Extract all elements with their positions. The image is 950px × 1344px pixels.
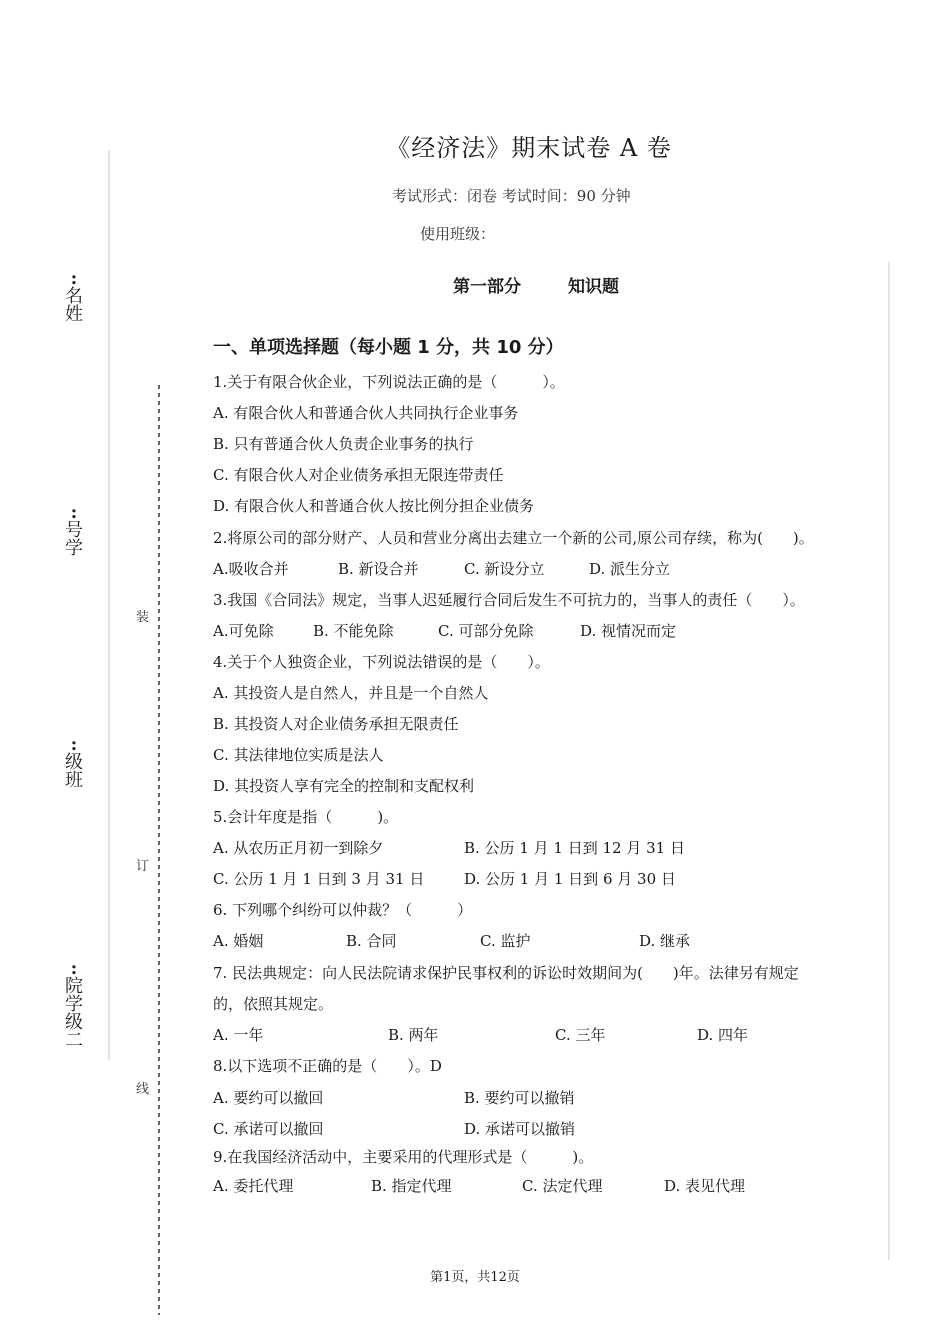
colon-mark: : — [70, 734, 78, 755]
question-5-stem: 5.会计年度是指（ )。 — [213, 808, 399, 826]
question-4-option-a: A. 其投资人是自然人，并且是一个自然人 — [213, 684, 489, 702]
question-6-option-a: A. 婚姻 — [213, 932, 264, 950]
question-8-option-a: A. 要约可以撤回 — [213, 1089, 324, 1107]
question-1-option-a: A. 有限合伙人和普通合伙人共同执行企业事务 — [213, 404, 519, 422]
question-8-option-d: D. 承诺可以撤销 — [464, 1120, 576, 1138]
question-2-option-b: B. 新设合并 — [338, 560, 419, 578]
side-field-student-id-text: 号学 — [62, 520, 83, 556]
side-field-class — [62, 734, 86, 788]
question-6-option-d: D. 继承 — [639, 932, 691, 950]
question-5-option-a: A. 从农历正月初一到除夕 — [213, 839, 384, 857]
question-1-option-b: B. 只有普通合伙人负责企业事务的执行 — [213, 435, 474, 453]
question-9-option-c: C. 法定代理 — [522, 1177, 603, 1195]
side-field-student-id — [62, 502, 86, 556]
side-field-college-text: 院学级二 — [62, 976, 83, 1048]
question-7-stem-continued: 的，依照其规定。 — [213, 995, 334, 1013]
question-3-stem: 3.我国《合同法》规定，当事人迟延履行合同后发生不可抗力的，当事人的责任（ ）。 — [213, 591, 805, 609]
question-3-option-c: C. 可部分免除 — [438, 622, 534, 640]
page-footer: 第1页，共12页 — [430, 1270, 520, 1285]
question-1-option-c: C. 有限合伙人对企业债务承担无限连带责任 — [213, 466, 504, 484]
question-2-option-c: C. 新设分立 — [464, 560, 545, 578]
question-4-option-b: B. 其投资人对企业债务承担无限责任 — [213, 715, 459, 733]
binding-char-ding: 订 — [136, 859, 150, 874]
question-2-option-a: A.吸收合并 — [213, 560, 289, 578]
question-1-stem: 1.关于有限合伙企业，下列说法正确的是（ ）。 — [213, 373, 565, 391]
side-field-college — [62, 958, 86, 1048]
right-margin-rule — [888, 262, 890, 1260]
question-7-stem: 7. 民法典规定：向人民法院请求保护民事权利的诉讼时效期间为( )年。法律另有规定 — [213, 964, 799, 982]
question-2-option-d: D. 派生分立 — [589, 560, 671, 578]
question-6-option-c: C. 监护 — [480, 932, 531, 950]
part-label: 第一部分 — [453, 277, 521, 297]
question-7-option-b: B. 两年 — [388, 1026, 439, 1044]
question-5-option-b: B. 公历 1 月 1 日到 12 月 31 日 — [464, 839, 685, 857]
binding-char-zhuang: 装 — [136, 610, 150, 625]
binding-char-xian: 线 — [136, 1082, 150, 1097]
question-4-option-c: C. 其法律地位实质是法人 — [213, 746, 384, 764]
question-8-stem: 8.以下选项不正确的是（ ）。D — [213, 1057, 442, 1075]
question-5-option-c: C. 公历 1 月 1 日到 3 月 31 日 — [213, 870, 425, 888]
question-9-option-a: A. 委托代理 — [213, 1177, 294, 1195]
part-name: 知识题 — [568, 277, 619, 297]
exam-form-line: 考试形式：闭卷 考试时间：90 分钟 — [392, 187, 631, 205]
question-1-option-d: D. 有限合伙人和普通合伙人按比例分担企业债务 — [213, 497, 535, 515]
question-7-option-d: D. 四年 — [697, 1026, 749, 1044]
side-field-name — [62, 268, 86, 322]
question-7-option-c: C. 三年 — [555, 1026, 606, 1044]
section-title: 一、单项选择题（每小题 1 分，共 10 分） — [213, 337, 564, 358]
left-margin-rule — [108, 150, 110, 1060]
question-3-option-d: D. 视情况而定 — [580, 622, 677, 640]
side-field-name-text: 名姓 — [62, 286, 83, 322]
side-field-class-text: 级班 — [62, 752, 83, 788]
question-8-option-c: C. 承诺可以撤回 — [213, 1120, 324, 1138]
question-9-stem: 9.在我国经济活动中，主要采用的代理形式是（ )。 — [213, 1148, 594, 1166]
question-9-option-d: D. 表见代理 — [664, 1177, 746, 1195]
colon-mark: : — [70, 268, 78, 289]
question-5-option-d: D. 公历 1 月 1 日到 6 月 30 日 — [464, 870, 676, 888]
question-6-stem: 6. 下列哪个纠纷可以仲裁？（ ） — [213, 901, 473, 919]
question-2-stem: 2.将原公司的部分财产、人员和营业分离出去建立一个新的公司,原公司存续，称为( )。 — [213, 529, 814, 547]
question-3-option-a: A.可免除 — [213, 622, 274, 640]
colon-mark: : — [70, 958, 78, 979]
question-9-option-b: B. 指定代理 — [371, 1177, 452, 1195]
question-4-option-d: D. 其投资人享有完全的控制和支配权利 — [213, 777, 475, 795]
exam-title: 《经济法》期末试卷 A 卷 — [386, 134, 672, 162]
question-3-option-b: B. 不能免除 — [313, 622, 394, 640]
question-7-option-a: A. 一年 — [213, 1026, 264, 1044]
class-used-line: 使用班级： — [420, 225, 496, 243]
question-4-stem: 4.关于个人独资企业，下列说法错误的是（ ）。 — [213, 653, 550, 671]
colon-mark: : — [70, 502, 78, 523]
question-8-option-b: B. 要约可以撤销 — [464, 1089, 575, 1107]
binding-dashed-line — [157, 385, 161, 1315]
question-6-option-b: B. 合同 — [346, 932, 397, 950]
